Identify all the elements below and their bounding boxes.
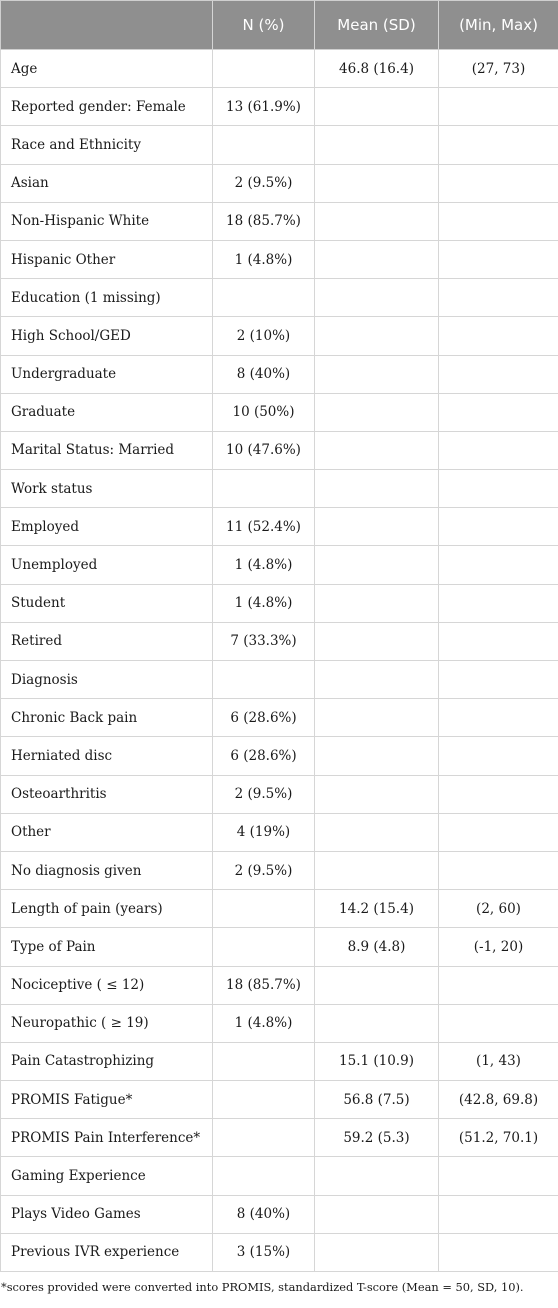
min-max-cell (439, 737, 558, 775)
row-label-cell: Herniated disc (1, 737, 213, 775)
table-body (1, 50, 558, 1272)
min-max-cell (439, 240, 558, 278)
row-label-cell: Non-Hispanic White (1, 202, 213, 240)
n-percent-cell: 2 (9.5%) (213, 851, 315, 889)
mean-sd-cell (315, 279, 439, 317)
table-row (1, 546, 558, 584)
table-header (1, 1, 558, 50)
min-max-cell (439, 851, 558, 889)
table-row (1, 699, 558, 737)
row-label-cell: Diagnosis (1, 661, 213, 699)
n-percent-cell: 18 (85.7%) (213, 202, 315, 240)
mean-sd-cell (315, 813, 439, 851)
n-percent-cell (213, 470, 315, 508)
min-max-cell (439, 317, 558, 355)
n-percent-cell: 6 (28.6%) (213, 737, 315, 775)
n-percent-cell: 7 (33.3%) (213, 622, 315, 660)
row-label-cell: Neuropathic ( ≥ 19) (1, 1004, 213, 1042)
mean-sd-cell (315, 470, 439, 508)
n-percent-cell: 2 (10%) (213, 317, 315, 355)
table-row (1, 661, 558, 699)
min-max-cell: (27, 73) (439, 50, 558, 88)
table-row (1, 317, 558, 355)
mean-sd-cell (315, 1157, 439, 1195)
mean-sd-cell (315, 240, 439, 278)
row-label-cell: Undergraduate (1, 355, 213, 393)
min-max-cell (439, 279, 558, 317)
n-percent-cell (213, 1042, 315, 1080)
mean-sd-cell: 15.1 (10.9) (315, 1042, 439, 1080)
n-percent-cell (213, 1081, 315, 1119)
row-label-cell: Unemployed (1, 546, 213, 584)
mean-sd-cell (315, 202, 439, 240)
table-row (1, 813, 558, 851)
table-row (1, 393, 558, 431)
mean-sd-cell (315, 88, 439, 126)
mean-sd-cell (315, 355, 439, 393)
n-percent-cell: 2 (9.5%) (213, 164, 315, 202)
row-label-cell: No diagnosis given (1, 851, 213, 889)
min-max-cell (439, 1157, 558, 1195)
n-percent-cell: 10 (47.6%) (213, 431, 315, 469)
row-label-cell: Race and Ethnicity (1, 126, 213, 164)
mean-sd-cell (315, 431, 439, 469)
min-max-cell (439, 202, 558, 240)
header-cell-variable (1, 1, 213, 50)
min-max-cell (439, 508, 558, 546)
mean-sd-cell (315, 164, 439, 202)
n-percent-cell: 6 (28.6%) (213, 699, 315, 737)
n-percent-cell: 1 (4.8%) (213, 584, 315, 622)
row-label-cell: Gaming Experience (1, 1157, 213, 1195)
row-label-cell: Graduate (1, 393, 213, 431)
row-label-cell: Hispanic Other (1, 240, 213, 278)
n-percent-cell: 3 (15%) (213, 1233, 315, 1271)
min-max-cell (439, 622, 558, 660)
table-row (1, 88, 558, 126)
table-row (1, 50, 558, 88)
min-max-cell (439, 470, 558, 508)
n-percent-cell: 13 (61.9%) (213, 88, 315, 126)
table-row (1, 508, 558, 546)
n-percent-cell: 11 (52.4%) (213, 508, 315, 546)
row-label-cell: Osteoarthritis (1, 775, 213, 813)
mean-sd-cell: 46.8 (16.4) (315, 50, 439, 88)
mean-sd-cell: 59.2 (5.3) (315, 1119, 439, 1157)
mean-sd-cell (315, 584, 439, 622)
table-row (1, 1195, 558, 1233)
table-row (1, 1119, 558, 1157)
min-max-cell (439, 393, 558, 431)
n-percent-cell: 1 (4.8%) (213, 546, 315, 584)
table-row (1, 240, 558, 278)
table-row (1, 1042, 558, 1080)
table-row (1, 928, 558, 966)
table-row (1, 775, 558, 813)
table-row (1, 1233, 558, 1271)
min-max-cell (439, 431, 558, 469)
min-max-cell (439, 584, 558, 622)
mean-sd-cell (315, 622, 439, 660)
table-row (1, 470, 558, 508)
header-row (1, 1, 558, 50)
min-max-cell: (2, 60) (439, 890, 558, 928)
row-label-cell: Work status (1, 470, 213, 508)
header-cell-n-percent: N (%) (213, 1, 315, 50)
mean-sd-cell (315, 851, 439, 889)
table-row (1, 279, 558, 317)
n-percent-cell (213, 279, 315, 317)
table-row (1, 355, 558, 393)
n-percent-cell: 4 (19%) (213, 813, 315, 851)
mean-sd-cell (315, 699, 439, 737)
min-max-cell (439, 88, 558, 126)
min-max-cell (439, 1233, 558, 1271)
mean-sd-cell (315, 966, 439, 1004)
table-row (1, 966, 558, 1004)
row-label-cell: Type of Pain (1, 928, 213, 966)
table-row (1, 164, 558, 202)
min-max-cell (439, 813, 558, 851)
min-max-cell (439, 126, 558, 164)
header-cell-min-max: (Min, Max) (439, 1, 558, 50)
row-label-cell: Student (1, 584, 213, 622)
min-max-cell (439, 775, 558, 813)
row-label-cell: Previous IVR experience (1, 1233, 213, 1271)
row-label-cell: Chronic Back pain (1, 699, 213, 737)
mean-sd-cell (315, 1233, 439, 1271)
mean-sd-cell: 56.8 (7.5) (315, 1081, 439, 1119)
n-percent-cell (213, 661, 315, 699)
min-max-cell (439, 546, 558, 584)
min-max-cell: (51.2, 70.1) (439, 1119, 558, 1157)
row-label-cell: Reported gender: Female (1, 88, 213, 126)
row-label-cell: PROMIS Pain Interference* (1, 1119, 213, 1157)
min-max-cell (439, 1004, 558, 1042)
min-max-cell: (1, 43) (439, 1042, 558, 1080)
row-label-cell: Age (1, 50, 213, 88)
mean-sd-cell (315, 317, 439, 355)
n-percent-cell: 8 (40%) (213, 1195, 315, 1233)
n-percent-cell (213, 1119, 315, 1157)
mean-sd-cell: 14.2 (15.4) (315, 890, 439, 928)
n-percent-cell (213, 928, 315, 966)
n-percent-cell: 1 (4.8%) (213, 240, 315, 278)
row-label-cell: Nociceptive ( ≤ 12) (1, 966, 213, 1004)
table-row (1, 1004, 558, 1042)
mean-sd-cell (315, 1195, 439, 1233)
min-max-cell (439, 164, 558, 202)
row-label-cell: Pain Catastrophizing (1, 1042, 213, 1080)
n-percent-cell: 1 (4.8%) (213, 1004, 315, 1042)
table-row (1, 1157, 558, 1195)
row-label-cell: Retired (1, 622, 213, 660)
min-max-cell (439, 966, 558, 1004)
table-row (1, 126, 558, 164)
table-row (1, 1081, 558, 1119)
table-row (1, 851, 558, 889)
n-percent-cell: 8 (40%) (213, 355, 315, 393)
mean-sd-cell (315, 546, 439, 584)
row-label-cell: PROMIS Fatigue* (1, 1081, 213, 1119)
row-label-cell: Length of pain (years) (1, 890, 213, 928)
n-percent-cell (213, 1157, 315, 1195)
mean-sd-cell (315, 126, 439, 164)
min-max-cell (439, 699, 558, 737)
mean-sd-cell (315, 1004, 439, 1042)
table-row (1, 737, 558, 775)
n-percent-cell (213, 50, 315, 88)
n-percent-cell (213, 126, 315, 164)
table-row (1, 890, 558, 928)
mean-sd-cell (315, 508, 439, 546)
row-label-cell: High School/GED (1, 317, 213, 355)
mean-sd-cell: 8.9 (4.8) (315, 928, 439, 966)
table-row (1, 202, 558, 240)
n-percent-cell (213, 890, 315, 928)
row-label-cell: Marital Status: Married (1, 431, 213, 469)
min-max-cell (439, 355, 558, 393)
row-label-cell: Employed (1, 508, 213, 546)
header-cell-mean-sd: Mean (SD) (315, 1, 439, 50)
n-percent-cell: 2 (9.5%) (213, 775, 315, 813)
mean-sd-cell (315, 393, 439, 431)
n-percent-cell: 10 (50%) (213, 393, 315, 431)
row-label-cell: Plays Video Games (1, 1195, 213, 1233)
min-max-cell (439, 1195, 558, 1233)
table-row (1, 622, 558, 660)
table-row (1, 431, 558, 469)
table-footnote: *scores provided were converted into PROMIS, standardized T-score (Mean = 50, SD, 10). (1, 1280, 524, 1294)
mean-sd-cell (315, 661, 439, 699)
min-max-cell: (42.8, 69.8) (439, 1081, 558, 1119)
row-label-cell: Asian (1, 164, 213, 202)
table-row (1, 584, 558, 622)
mean-sd-cell (315, 775, 439, 813)
mean-sd-cell (315, 737, 439, 775)
min-max-cell (439, 661, 558, 699)
row-label-cell: Education (1 missing) (1, 279, 213, 317)
row-label-cell: Other (1, 813, 213, 851)
min-max-cell: (-1, 20) (439, 928, 558, 966)
n-percent-cell: 18 (85.7%) (213, 966, 315, 1004)
